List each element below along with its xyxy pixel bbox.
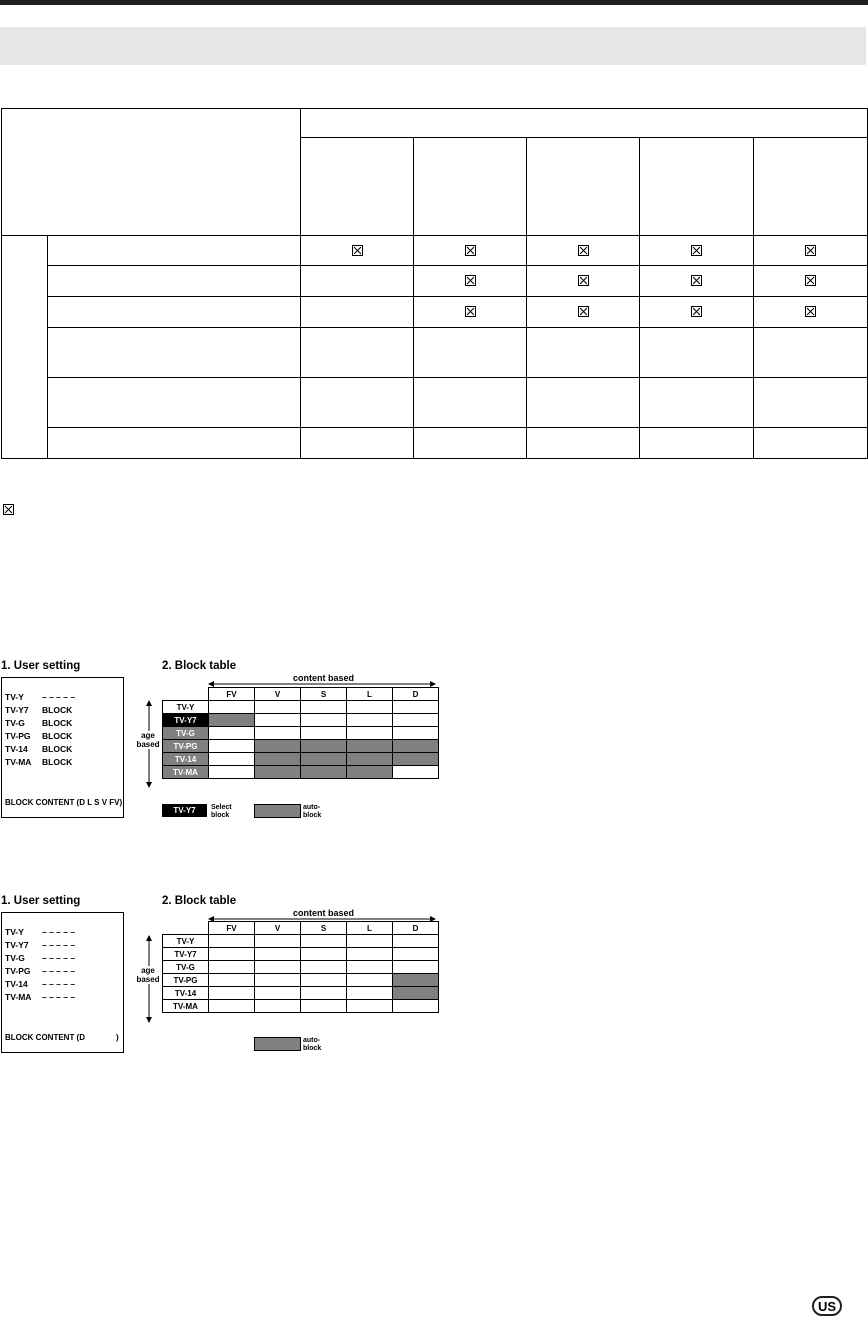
matrix-cell — [301, 297, 414, 328]
checkbox-x-icon — [352, 245, 363, 256]
matrix-cell — [640, 328, 754, 378]
matrix-cell — [754, 297, 868, 328]
block-table-cell — [209, 753, 255, 766]
checkbox-x-icon — [805, 306, 816, 317]
block-table-cell — [393, 740, 439, 753]
block-table-cell — [301, 727, 347, 740]
ex1-legend-select-swatch: TV-Y7 — [162, 804, 207, 817]
ex2-user-setting-box — [1, 912, 124, 1053]
block-table-cell — [347, 1000, 393, 1013]
block-table-row-label: TV-Y — [163, 935, 209, 948]
ex2-based-text: based — [136, 975, 160, 984]
matrix-cell — [414, 266, 527, 297]
block-table-row-label: TV-14 — [163, 753, 209, 766]
ex1-legend-auto-line2: block — [303, 812, 322, 819]
matrix-row — [2, 328, 868, 378]
matrix-cell — [527, 328, 640, 378]
matrix-cell — [527, 297, 640, 328]
block-table-cell — [393, 714, 439, 727]
checkbox-x-icon — [465, 245, 476, 256]
user-setting-row — [5, 991, 75, 1004]
block-table-row — [163, 766, 439, 779]
block-table-cell — [393, 766, 439, 779]
ex2-user-setting-title: 1. User setting — [1, 895, 81, 907]
block-table-cell — [255, 727, 301, 740]
user-setting-row — [5, 743, 75, 756]
block-table-cell — [301, 935, 347, 948]
block-table-cell — [347, 701, 393, 714]
checkbox-x-icon — [805, 275, 816, 286]
ex1-user-setting-box — [1, 677, 124, 818]
block-table-cell — [301, 974, 347, 987]
block-table-cell — [209, 948, 255, 961]
matrix-row — [2, 266, 868, 297]
matrix-row — [2, 378, 868, 428]
matrix-cell — [414, 378, 527, 428]
matrix-row-label-cell — [48, 297, 301, 328]
block-table-row — [163, 948, 439, 961]
block-table-cell — [393, 701, 439, 714]
matrix-row-group-cell — [2, 236, 48, 459]
matrix-cell — [414, 236, 527, 266]
block-table-cell — [301, 714, 347, 727]
block-table-cell — [209, 935, 255, 948]
rating-value: – – – – – — [42, 992, 76, 1002]
block-table-cell — [209, 714, 255, 727]
user-setting-row — [5, 939, 75, 952]
matrix-cell — [301, 328, 414, 378]
block-table-row — [163, 753, 439, 766]
checkbox-x-icon — [578, 275, 589, 286]
rating-value: BLOCK — [42, 731, 73, 741]
block-table-row-label: TV-G — [163, 727, 209, 740]
block-table-cell — [393, 974, 439, 987]
matrix-row-label-cell — [48, 428, 301, 459]
block-table-col-header: S — [301, 922, 347, 935]
rating-value: – – – – – — [42, 927, 76, 937]
rating-label: TV-MA — [5, 757, 32, 767]
rating-matrix — [1, 108, 868, 459]
block-table-cell — [393, 948, 439, 961]
block-table-cell — [255, 987, 301, 1000]
ex2-age-text: age — [141, 966, 155, 975]
rating-label: TV-Y7 — [5, 705, 29, 715]
block-table-cell — [255, 714, 301, 727]
rating-value: BLOCK — [42, 744, 73, 754]
ex1-legend-select-line2: block — [211, 812, 230, 819]
matrix-cell — [301, 428, 414, 459]
block-table-cell — [301, 753, 347, 766]
block-table-cell — [209, 740, 255, 753]
matrix-row-label-cell — [48, 378, 301, 428]
block-table-cell — [255, 935, 301, 948]
block-table-row — [163, 974, 439, 987]
block-table-col-header: L — [347, 922, 393, 935]
ex1-legend-auto-swatch — [254, 804, 301, 818]
rating-label: TV-14 — [5, 744, 28, 754]
matrix-cell — [640, 378, 754, 428]
block-table-cell — [393, 1000, 439, 1013]
matrix-cell — [414, 428, 527, 459]
matrix-col-header — [754, 138, 868, 236]
block-table-cell — [347, 987, 393, 1000]
matrix-cell — [527, 378, 640, 428]
rating-label: TV-Y — [5, 927, 24, 937]
block-table-cell — [301, 987, 347, 1000]
matrix-cell — [754, 236, 868, 266]
block-table-row — [163, 987, 439, 1000]
user-setting-row — [5, 978, 75, 991]
user-setting-row — [5, 717, 75, 730]
block-table-cell — [255, 753, 301, 766]
block-table-cell — [255, 974, 301, 987]
ex1-age-based-label — [133, 731, 163, 749]
block-table-row-label: TV-PG — [163, 974, 209, 987]
block-table-row-label: TV-PG — [163, 740, 209, 753]
block-table-cell — [301, 766, 347, 779]
block-table-cell — [301, 948, 347, 961]
matrix-cell — [640, 297, 754, 328]
block-table-cell — [393, 987, 439, 1000]
block-table-row-label: TV-MA — [163, 766, 209, 779]
matrix-cell — [414, 297, 527, 328]
user-setting-row — [5, 730, 75, 743]
block-table-row-label: TV-Y7 — [163, 714, 209, 727]
ex2-legend-auto-line2: block — [303, 1045, 322, 1052]
matrix-cell — [754, 328, 868, 378]
matrix-cell — [301, 266, 414, 297]
rating-value: BLOCK — [42, 757, 73, 767]
user-setting-row — [5, 691, 75, 704]
matrix-cell — [527, 266, 640, 297]
block-table-cell — [393, 753, 439, 766]
matrix-cell — [301, 378, 414, 428]
ex2-block-content-left: BLOCK CONTENT (D — [5, 1033, 85, 1042]
matrix-corner-cell — [2, 109, 301, 236]
block-table-cell — [347, 753, 393, 766]
block-table-cell — [393, 935, 439, 948]
matrix-col-header — [301, 138, 414, 236]
user-setting-row — [5, 926, 75, 939]
checkbox-x-icon — [578, 245, 589, 256]
user-setting-row — [5, 965, 75, 978]
ex1-based-text: based — [136, 740, 160, 749]
block-table-cell — [209, 974, 255, 987]
block-table-cell — [255, 701, 301, 714]
section-header-bar — [0, 27, 866, 65]
block-table-row-label: TV-14 — [163, 987, 209, 1000]
matrix-col-header — [640, 138, 754, 236]
block-table-cell — [255, 766, 301, 779]
checkbox-x-icon — [691, 275, 702, 286]
rating-value: – – – – – — [42, 979, 76, 989]
ex1-age-text: age — [141, 731, 155, 740]
matrix-cell — [414, 328, 527, 378]
rating-label: TV-PG — [5, 966, 31, 976]
block-table-row — [163, 714, 439, 727]
matrix-col-header — [527, 138, 640, 236]
matrix-row — [2, 297, 868, 328]
block-table-corner — [163, 922, 209, 935]
matrix-cell — [640, 236, 754, 266]
rating-value: – – – – – — [42, 953, 76, 963]
block-table-cell — [347, 935, 393, 948]
block-table-cell — [393, 727, 439, 740]
block-table-row — [163, 1000, 439, 1013]
matrix-cell — [640, 428, 754, 459]
rating-value: BLOCK — [42, 705, 73, 715]
matrix-group-header — [301, 109, 868, 138]
block-table-col-header: V — [255, 922, 301, 935]
block-table-cell — [209, 961, 255, 974]
rating-label: TV-G — [5, 718, 25, 728]
ex1-legend-select-line1: Select — [211, 804, 232, 811]
block-table-row-label: TV-Y7 — [163, 948, 209, 961]
rating-label: TV-PG — [5, 731, 31, 741]
block-table-cell — [301, 740, 347, 753]
ex2-legend-auto-label — [303, 1037, 321, 1053]
block-table-cell — [347, 974, 393, 987]
rating-value: BLOCK — [42, 718, 73, 728]
ex2-block-table — [162, 921, 439, 1013]
matrix-row-label-cell — [48, 328, 301, 378]
ex2-block-content-right: ) — [116, 1033, 119, 1042]
user-setting-row — [5, 756, 75, 769]
block-table-row-label: TV-G — [163, 961, 209, 974]
block-table-corner — [163, 688, 209, 701]
ex1-block-table-title: 2. Block table — [162, 660, 237, 672]
checkbox-x-icon — [465, 306, 476, 317]
rating-value: – – – – – — [42, 692, 76, 702]
block-table-row — [163, 935, 439, 948]
block-table-row — [163, 727, 439, 740]
ex2-age-based-label — [133, 966, 163, 984]
block-table-cell — [209, 727, 255, 740]
ex2-legend-auto-swatch — [254, 1037, 301, 1051]
checkbox-x-icon — [691, 245, 702, 256]
block-table-cell — [347, 714, 393, 727]
matrix-cell — [754, 428, 868, 459]
block-table-cell — [393, 961, 439, 974]
matrix-cell — [527, 428, 640, 459]
block-table-cell — [255, 740, 301, 753]
block-table-cell — [301, 701, 347, 714]
block-table-col-header: FV — [209, 922, 255, 935]
block-table-col-header: S — [301, 688, 347, 701]
block-table-cell — [209, 701, 255, 714]
block-table-col-header: V — [255, 688, 301, 701]
block-table-cell — [347, 948, 393, 961]
matrix-row-label-cell — [48, 236, 301, 266]
rating-value: – – – – – — [42, 940, 76, 950]
block-table-col-header: D — [393, 688, 439, 701]
rating-label: TV-MA — [5, 992, 32, 1002]
block-table-cell — [255, 1000, 301, 1013]
block-table-row — [163, 701, 439, 714]
block-table-cell — [347, 740, 393, 753]
block-table-row-label: TV-Y — [163, 701, 209, 714]
block-table-col-header: L — [347, 688, 393, 701]
matrix-row — [2, 236, 868, 266]
rating-label: TV-Y — [5, 692, 24, 702]
checkbox-x-icon — [465, 275, 476, 286]
matrix-cell — [301, 236, 414, 266]
block-table-cell — [347, 766, 393, 779]
matrix-row-label-cell — [48, 266, 301, 297]
block-table-cell — [209, 987, 255, 1000]
block-table-cell — [209, 1000, 255, 1013]
ex1-block-content: BLOCK CONTENT (D L S V FV) — [5, 798, 123, 807]
matrix-cell — [640, 266, 754, 297]
matrix-cell — [527, 236, 640, 266]
matrix-col-header — [414, 138, 527, 236]
rating-label: TV-Y7 — [5, 940, 29, 950]
checkbox-x-icon — [691, 306, 702, 317]
user-setting-row — [5, 704, 75, 717]
block-table-cell — [209, 766, 255, 779]
checkbox-x-icon — [578, 306, 589, 317]
ex1-block-table — [162, 687, 439, 779]
block-table-cell — [255, 948, 301, 961]
user-setting-row — [5, 952, 75, 965]
block-table-cell — [347, 961, 393, 974]
ex2-legend-auto-line1: auto- — [303, 1037, 321, 1044]
ex1-content-based-label: content based — [290, 673, 357, 683]
matrix-row — [2, 428, 868, 459]
block-table-cell — [301, 961, 347, 974]
checkbox-x-icon — [805, 245, 816, 256]
block-table-cell — [301, 1000, 347, 1013]
block-table-col-header: D — [393, 922, 439, 935]
matrix-cell — [754, 378, 868, 428]
block-table-row — [163, 961, 439, 974]
block-table-row-label: TV-MA — [163, 1000, 209, 1013]
ex1-user-setting-title: 1. User setting — [1, 660, 81, 672]
block-table-row — [163, 740, 439, 753]
rating-label: TV-14 — [5, 979, 28, 989]
ex1-legend-auto-line1: auto- — [303, 804, 321, 811]
rating-label: TV-G — [5, 953, 25, 963]
ex1-user-setting-list — [5, 691, 75, 769]
block-table-cell — [255, 961, 301, 974]
footnote-check-icon — [3, 501, 14, 519]
top-rule — [0, 0, 868, 5]
ex1-legend-select-label — [211, 804, 232, 820]
block-table-cell — [347, 727, 393, 740]
region-badge: US — [812, 1296, 842, 1316]
block-table-col-header: FV — [209, 688, 255, 701]
matrix-cell — [754, 266, 868, 297]
ex2-block-table-title: 2. Block table — [162, 895, 237, 907]
rating-value: – – – – – — [42, 966, 76, 976]
ex1-legend-auto-label — [303, 804, 321, 820]
ex2-content-based-label: content based — [290, 908, 357, 918]
ex2-user-setting-list — [5, 926, 75, 1004]
